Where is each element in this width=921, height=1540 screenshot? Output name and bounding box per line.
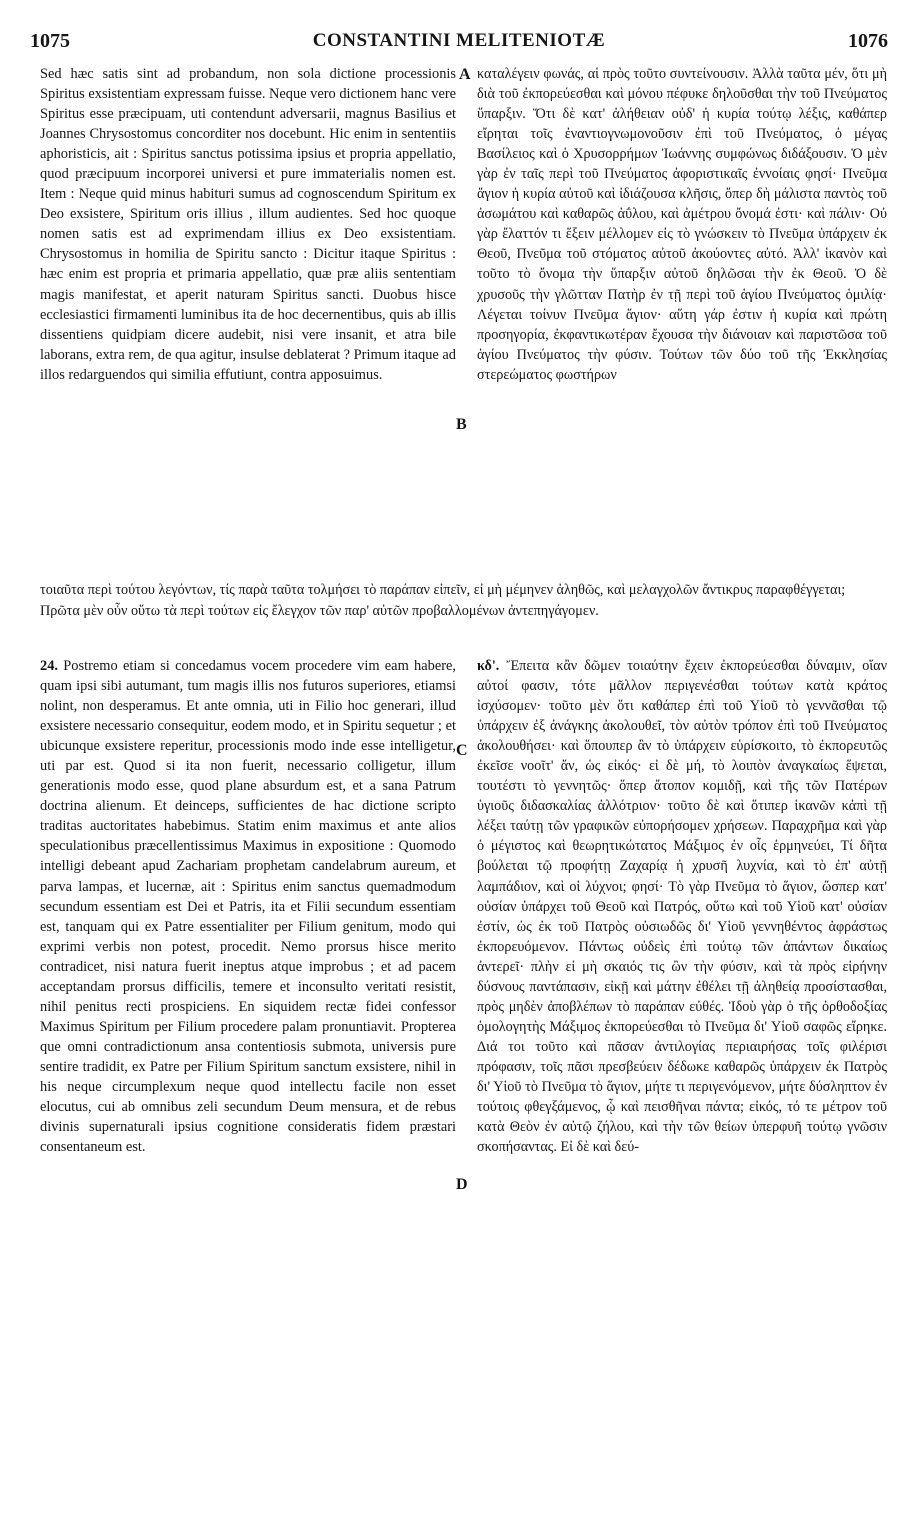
section-marker-a: A: [459, 66, 471, 83]
running-title: CONSTANTINI MELITENIOTÆ: [312, 30, 606, 51]
section-marker-c: C: [456, 742, 468, 759]
latin-section-24: [40, 656, 456, 1157]
greek-column-top: [477, 64, 887, 385]
section-marker-b: B: [456, 416, 467, 433]
latin-paragraph: Sed hæc satis sint ad probandum, non sola dictione processionis Spiritus exsistentiam expressam fuisse. Neque vero dictionem hanc vere Spiritus esse præcipuam, uti contendunt adversarii, magnus Basilius et Joannes Chrysostomus concorditer nos docebunt. Hic enim in sententiis aphoristicis, ait : Spiritus sanctus potissima ipsius et propria appellatio, quod præcipuum incorporei universi et pure immaterialis nomen est. Item : Neque quid minus habituri sumus ad cognoscendum Spiritum ex Deo exsistere, Spiritum oris illius , illum audientes. Sed hoc quoque nomen satis est ad exprimendam illius ex Deo exsistentiam. Chrysostomus in homilia de Spiritu sancto : Dicitur itaque Spiritus : hæc enim est propria et primaria appellatio, quæ præ aliis sententiam magis manifestat, et aperit naturam Spiritus sancti. Duobus hisce ecclesiastici firmamenti luminibus ita de hoc decernentibus, quis ab illis dissentiens quidpiam dicere audebit, nisi vere insanit, et atra bile laborans, extra rem, de qua agitur, insulse deblaterat ? Primum itaque ad illos redarguendos qui similia effutiunt, contra apposuimus.: [40, 66, 457, 383]
latin-section-text: Postremo etiam si concedamus vocem procedere vim eam habere, quam ipsi sibi autumant, tum magis illis nos futuros superiores, etiamsi nolint, non desperamus. Et ante omnia, uti in Filio hoc generari, illud exsistere necessario consequitur, eodem modo, et in Spiritu sequetur ; et ubicunque exsistere reperitur, processionis modo inde esse intelligetur, uti par est. Quod si ita non fuerit, necessario colligetur, illum generationis modo esse, quod plane absurdum est, et a sana Patrum doctrina alienum. Et deinceps, sufficientes de hac dictione scripto traditas auctoritates habebimus. Statim enim maximus et ante alios speculationibus præcellentissimus Maximus in expositione : Quomodo intelligi debeant apud Zachariam prophetam candelabrum aureum, et parva lampas, et lucernæ, ait : Spiritus enim sanctus quemadmodum secundum essentiam est Dei et Patris, ita et Filii secundum essentiam est, tanquam qui ex Patre essentialiter per Filium genitum, modo qui exprimi verbis non potest, procedit. Nemo prorsus hisce merito contradicet, nisi natura fuerit ineptus atque improbus ; et ad pacem acceptandam prorsus difficilis, temere et inconsulto veritati resistit, nihil penitus recti prospiciens. En siquidem rectæ fidei confessor Maximus Spiritum per Filium procedere palam pronuntiavit. Propterea que omni contradictionum ansa contentiosis submota, universis pure sentire tradidit, ex Patre per Filium Spiritum sanctum exsistere, nihil in his neque circumplexum neque quod intellectu facile non esset elocutus, cui ab omnibus zeli secundum Deum mensura, et de rebus divinis supernaturali ipsius cognitione consideratis fidem præstari consentaneum est.: [40, 658, 456, 1156]
section-number: 24.: [40, 658, 58, 674]
page-header: [30, 30, 888, 58]
greek-section-kd: [477, 656, 887, 1157]
greek-span-paragraph: τοιαῦτα περὶ τούτου λεγόντων, τίς παρὰ ταῦτα τολμήσει τὸ παράπαν εἰπεῖν, εἰ μὴ μέμηνεν ἀληθῶς, καὶ μελαγχολῶν ἄντικρυς παραφθέγγεται; Πρῶτα μὲν οὖν οὕτω τὰ περὶ τούτων εἰς ἔλεγχον τῶν παρ' αὐτῶν προβαλλομένων ἀντεπηγάγομεν.: [40, 582, 846, 619]
greek-column-bottom: [477, 656, 887, 1157]
page-number-right: 1076: [848, 30, 888, 52]
greek-full-width-text: [40, 580, 887, 621]
latin-column-top: [40, 64, 456, 385]
latin-column-bottom: [40, 656, 456, 1157]
section-marker-d: D: [456, 1176, 468, 1193]
section-number-greek: κδ'.: [477, 658, 500, 674]
greek-section-text: Ἔπειτα κἂν δῶμεν τοιαύτην ἔχειν ἐκπορεύεσθαι δύναμιν, οἵαν αὐτοί φασιν, τότε μᾶλλον περιγενέσθαι τούτων κατὰ κράτος ἰσχύσομεν· τοῦτο μὲν ὅτι καθάπερ ἐπὶ τοῦ Υἱοῦ τὸ γεννᾶσθαι τῷ ὑπάρχειν ἐξ ἀνάγκης ἀκολουθεῖ, τὸν αὐτὸν τρόπον ἐπὶ τοῦ Πνεύματος ἀκολουθήσει· καὶ ὅπουπερ ἂν τὸ ὑπάρχειν εὑρίσκοιτο, τὸ ἐκπορευτῶς ἐκεῖσε νοοῖτ' ἄν, ὡς εἰκός· εἰ δὲ μή, τὸ λοιπὸν ἀναγκαίως ἕψεται, τουτέστι τὸ γεννητῶς· ὅπερ ἄτοπον κομιδῇ, καὶ τῆς τῶν Πατέρων ὑγιοῦς διδασκαλίας ἀλλότριον· τοῦτο δὲ καὶ ὅτιπερ ἱκανῶν κἀπὶ τῇ λέξει ταύτῃ τῶν γραφικῶν εὐπορήσομεν χρήσεων. Παραχρῆμα καὶ γὰρ ὁ μέγιστος καὶ θεωρητικώτατος Μάξιμος ἐν οἷς ἑρμηνεύει, Τί δῆτα βούλεται τῷ προφήτῃ Ζαχαρίᾳ ἡ χρυσῆ λυχνία, καὶ τὸ ἐπ' αὐτῇ λαμπάδιον, καὶ οἱ λύχνοι; φησί· Τὸ γὰρ Πνεῦμα τὸ ἅγιον, ὥσπερ κατ' οὐσίαν ὑπάρχει τοῦ Θεοῦ καὶ Πατρός, οὕτω καὶ τοῦ Υἱοῦ κατ' οὐσίαν ἐστίν, ὡς ἐκ τοῦ Πατρὸς οὐσιωδῶς δι' Υἱοῦ γεννηθέντος ἀφράστως ἐκπορευόμενον. Πάντως οὐδεὶς ἐπὶ τούτῳ τῶν ἁπάντων δικαίως ἀντερεῖ· πλὴν εἰ μὴ σκαιός τις ὢν τὴν φύσιν, καὶ τὰ πρὸς εἰρήνην δύσνους παντάπασιν, εἰκῇ καὶ μάτην ἐθέλει τῇ ἀληθείᾳ προσίστασθαι, πρὸς μηδὲν ἀποβλέπων τὸ παράπαν εὐθές. Ἰδοὺ γὰρ ὁ τῆς ὀρθοδοξίας ὁμολογητὴς Μάξιμος ἐκπορεύεσθαι τὸ Πνεῦμα δι' Υἱοῦ σαφῶς εἴρηκε. Διά τοι τοῦτο καὶ πᾶσαν ἀντιλογίας περιαιρήσας τοῖς φιλέρισι πρόφασιν, τοῖς πᾶσι πρεσβεύειν δέδωκε καθαρῶς ὑπάρχειν ἐκ Πατρὸς δι' Υἱοῦ τὸ Πνεῦμα τὸ ἅγιον, μήτε τι περιγενόμενον, μήτε δύσληπτον ἐν τούτοις φθεγξάμενος, ᾧ καὶ πεισθῆναι πάντα; εἰκός, τό τε μέτρον τοῦ κατὰ Θεὸν ἐν αὐτῷ ζήλου, καὶ τὴν τῶν θείων ὑπερφυῆ τούτῳ γνῶσιν σκοπήσαντας. Εἰ δὲ καὶ δεύ-: [477, 658, 888, 1156]
page-number-left: 1075: [30, 30, 70, 52]
greek-paragraph: καταλέγειν φωνάς, αἱ πρὸς τοῦτο συντείνουσιν. Ἀλλὰ ταῦτα μέν, ὅτι μὴ διὰ τοῦ ἐκπορεύεσθαι καὶ μόνου πέφυκε δηλοῦσθαι τὴν τοῦ Πνεύματος ὕπαρξιν. Ὅτι δὲ κατ' ἀλήθειαν οὐδ' ἡ κυρία τούτῳ λέξις, καθάπερ εἴρηται τοῖς ἐναντιογνωμονοῦσιν ἐπὶ τοῦ Πνεύματος, ὁ μέγας Βασίλειος καὶ ὁ Χρυσορρήμων Ἰωάννης συμφώνως διδάξουσιν. Ὁ μὲν γὰρ ἐν ταῖς περὶ τοῦ Πνεύματος ἀφοριστικαῖς ἐννοίαις φησί· Πνεῦμα ἅγιον ἡ κυρία αὐτοῦ καὶ ἰδιάζουσα κλῆσις, ὅπερ δὴ μάλιστα παντὸς τοῦ ἀσωμάτου καὶ καθαρῶς ἀΰλου, καὶ ἀμέτρου ὄνομά ἐστι· καὶ πάλιν· Οὐ γὰρ ἔλαττόν τι ἕξειν μέλλομεν εἰς τὸ γνώσκειν τὸ Πνεῦμα ὑπάρχειν ἐκ Θεοῦ, Πνεῦμα τοῦ στόματος αὐτοῦ ἀκούοντες αὐτό. Ἀλλ' ἱκανὸν καὶ τοῦτο τὸ ὄνομα τὴν ὕπαρξιν αὐτοῦ δηλῶσαι τὴν ἐκ Θεοῦ. Ὁ δὲ χρυσοῦς τὴν γλῶτταν Πατὴρ ἐν τῇ περὶ τοῦ ἁγίου Πνεύματος ὁμιλίᾳ· Λέγεται τοίνυν Πνεῦμα ἅγιον· αὕτη γάρ ἐστιν ἡ κυρία καὶ πρώτη προσηγορία, ἐκφαντικωτέραν ἔχουσα τὴν διάνοιαν καὶ παριστῶσα τοῦ ἁγίου Πνεύματος τὴν φύσιν. Τούτων τῶν δύο τοῦ τῆς Ἐκκλησίας στερεώματος φωστήρων: [477, 66, 887, 383]
